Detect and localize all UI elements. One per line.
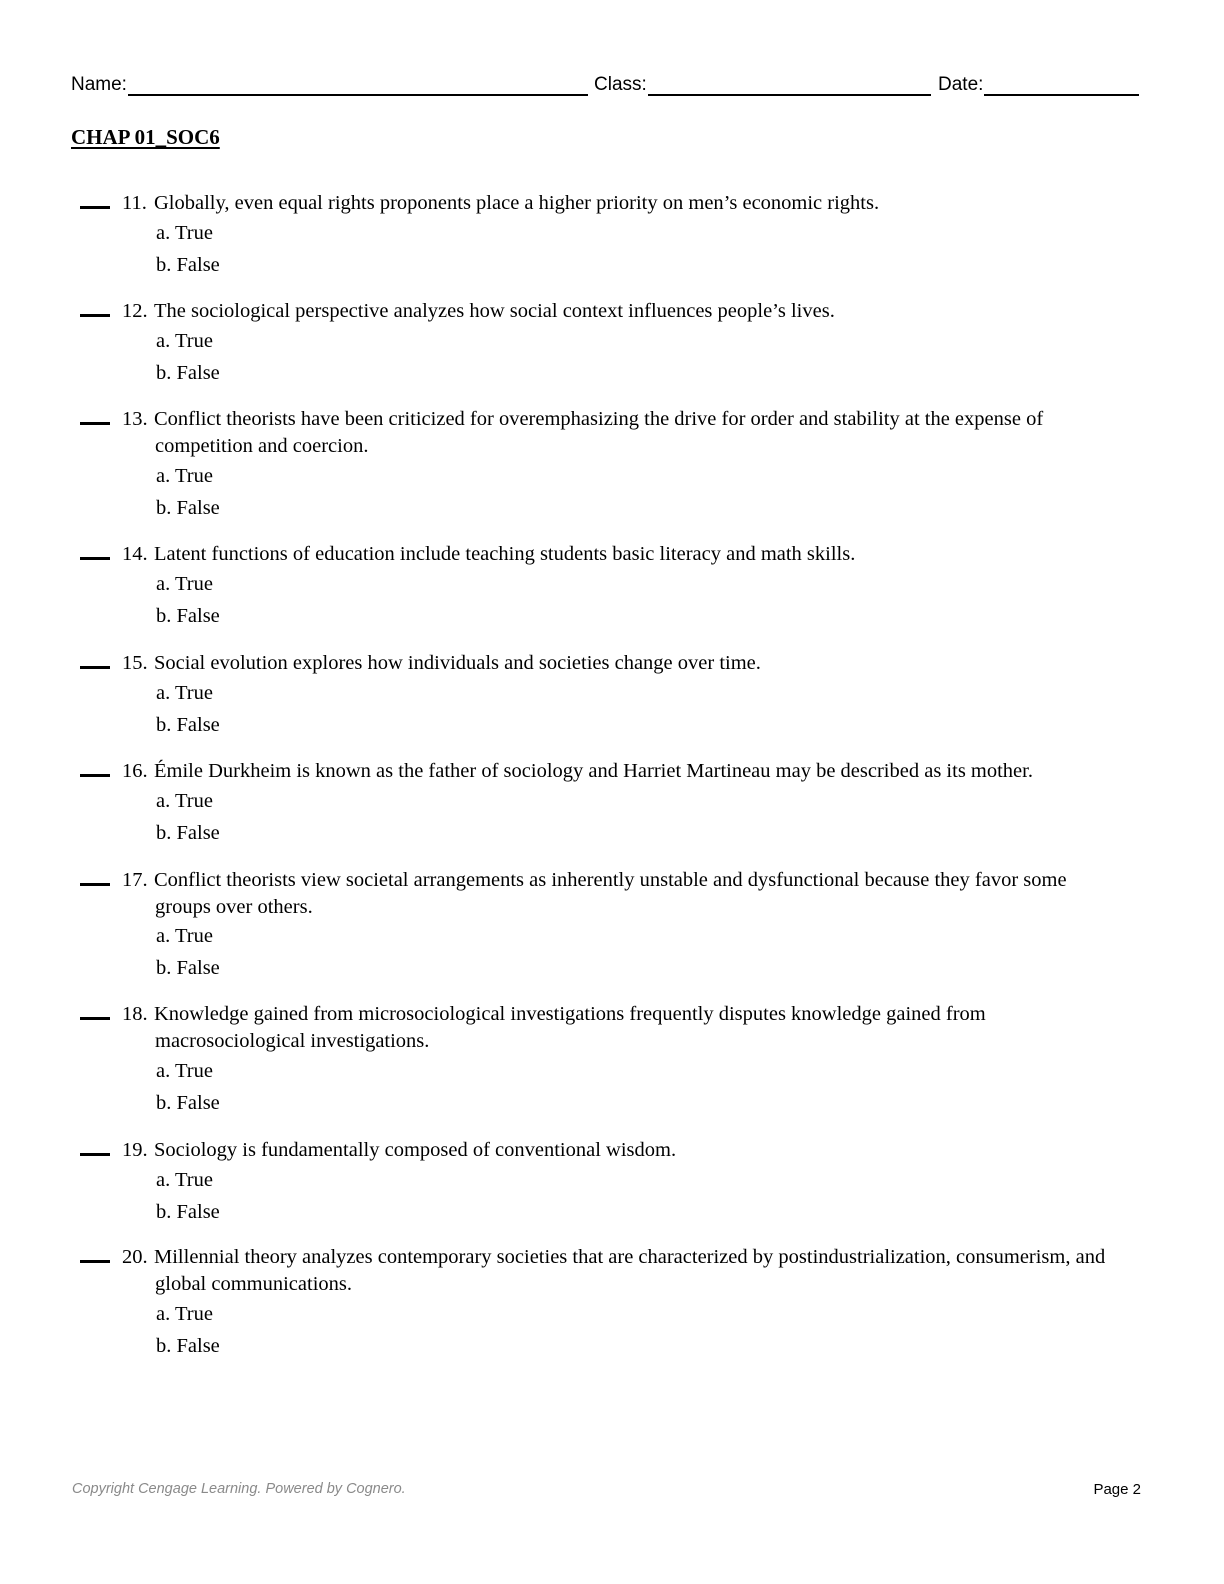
question-number: 18. xyxy=(122,1003,148,1025)
question-number: 20. xyxy=(122,1246,148,1268)
choice-a: a. True xyxy=(156,682,213,704)
choice-b: b. False xyxy=(156,1092,220,1114)
answer-blank[interactable] xyxy=(80,1153,110,1156)
page-number: Page 2 xyxy=(1093,1481,1141,1498)
choice-b: b. False xyxy=(156,714,220,736)
choice-b: b. False xyxy=(156,822,220,844)
name-field xyxy=(71,72,588,96)
question-number: 13. xyxy=(122,408,148,430)
question-text: Knowledge gained from microsociological investigations frequently disputes knowledge gained from macrosociological investigations. xyxy=(154,1003,986,1052)
question-text: Millennial theory analyzes contemporary societies that are characterized by postindustrialization, consumerism, and global communications. xyxy=(154,1246,1106,1295)
question-text: Conflict theorists view societal arrangements as inherently unstable and dysfunctional because they favor some groups over others. xyxy=(154,869,1067,918)
class-label: Class: xyxy=(594,74,647,95)
answer-blank[interactable] xyxy=(80,557,110,560)
choice-a: a. True xyxy=(156,330,213,352)
question-text: Émile Durkheim is known as the father of sociology and Harriet Martineau may be described as its mother. xyxy=(154,760,1033,782)
choice-b: b. False xyxy=(156,254,220,276)
question-number: 15. xyxy=(122,652,148,674)
choice-b: b. False xyxy=(156,362,220,384)
answer-blank[interactable] xyxy=(80,314,110,317)
choice-a: a. True xyxy=(156,573,213,595)
choice-b: b. False xyxy=(156,605,220,627)
student-info-header xyxy=(71,72,1141,98)
choice-a: a. True xyxy=(156,1169,213,1191)
question-number: 17. xyxy=(122,869,148,891)
answer-blank[interactable] xyxy=(80,883,110,886)
choice-a: a. True xyxy=(156,790,213,812)
choice-b: b. False xyxy=(156,497,220,519)
name-label: Name: xyxy=(71,74,127,95)
choice-b: b. False xyxy=(156,1335,220,1357)
page-title: CHAP 01_SOC6 xyxy=(71,125,220,149)
date-line[interactable] xyxy=(984,72,1139,96)
choice-a: a. True xyxy=(156,1060,213,1082)
answer-blank[interactable] xyxy=(80,666,110,669)
answer-blank[interactable] xyxy=(80,206,110,209)
question-number: 12. xyxy=(122,300,148,322)
copyright-notice: Copyright Cengage Learning. Powered by Cognero. xyxy=(72,1481,406,1497)
choice-a: a. True xyxy=(156,1303,213,1325)
answer-blank[interactable] xyxy=(80,1017,110,1020)
question-text: Sociology is fundamentally composed of conventional wisdom. xyxy=(154,1139,677,1161)
choice-a: a. True xyxy=(156,222,213,244)
answer-blank[interactable] xyxy=(80,1260,110,1263)
question-number: 16. xyxy=(122,760,148,782)
name-line[interactable] xyxy=(128,72,588,96)
question-text: The sociological perspective analyzes how social context influences people’s lives. xyxy=(154,300,835,322)
answer-blank[interactable] xyxy=(80,422,110,425)
choice-b: b. False xyxy=(156,1201,220,1223)
question-number: 19. xyxy=(122,1139,148,1161)
choice-a: a. True xyxy=(156,465,213,487)
question-text: Social evolution explores how individuals and societies change over time. xyxy=(154,652,761,674)
question-text: Latent functions of education include teaching students basic literacy and math skills. xyxy=(154,543,856,565)
question-text: Conflict theorists have been criticized for overemphasizing the drive for order and stability at the expense of competition and coercion. xyxy=(154,408,1044,457)
question-number: 11. xyxy=(122,192,147,214)
question-number: 14. xyxy=(122,543,148,565)
class-field xyxy=(594,72,931,96)
question-text: Globally, even equal rights proponents place a higher priority on men’s economic rights. xyxy=(154,192,880,214)
choice-a: a. True xyxy=(156,925,213,947)
date-field xyxy=(938,72,1139,96)
choice-b: b. False xyxy=(156,957,220,979)
class-line[interactable] xyxy=(648,72,931,96)
date-label: Date: xyxy=(938,74,984,95)
answer-blank[interactable] xyxy=(80,774,110,777)
